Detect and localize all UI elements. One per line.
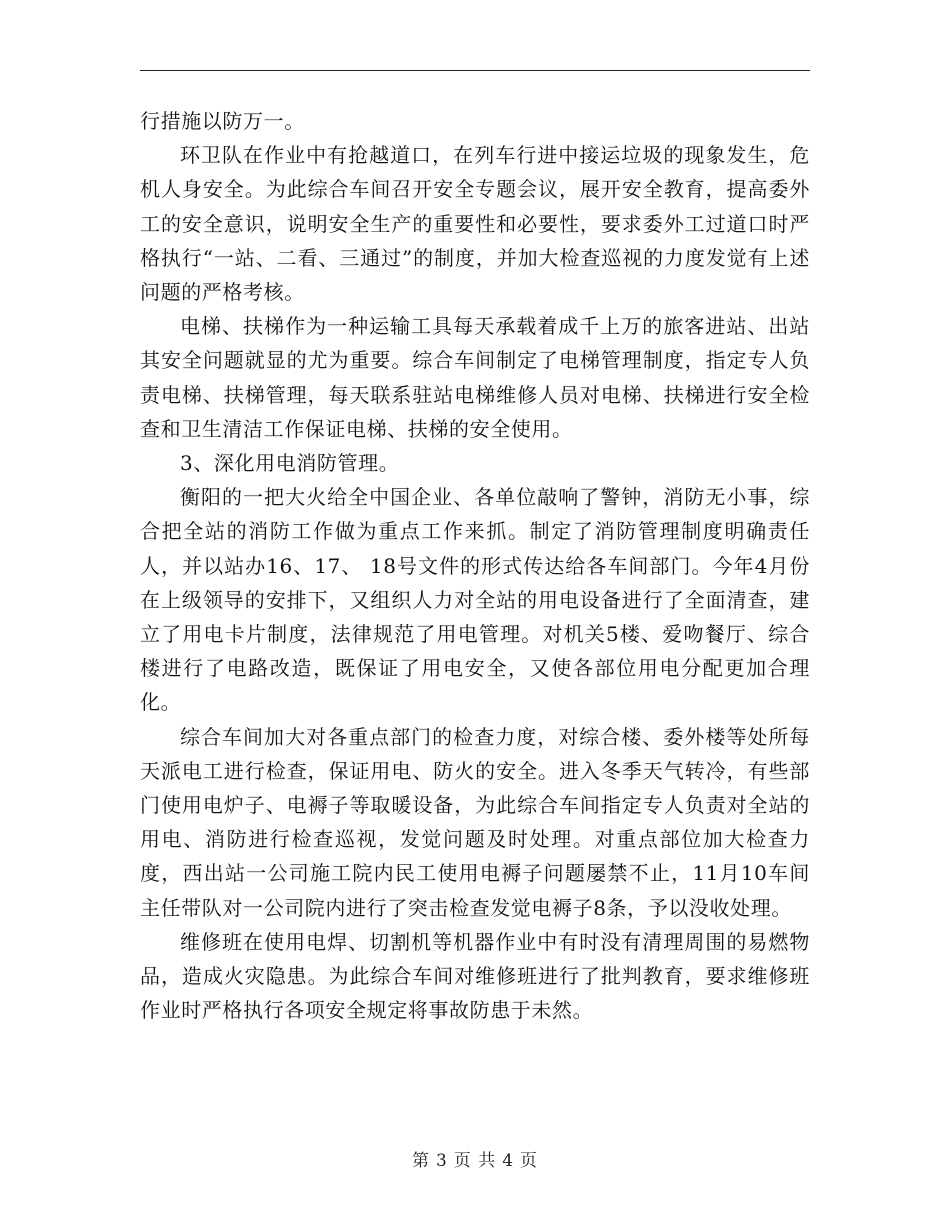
footer-suffix: 页 [520, 1151, 539, 1171]
section-heading-fire-electric: 3、深化用电消防管理。 [180, 451, 400, 476]
footer-prefix: 第 [411, 1151, 430, 1171]
footer-middle: 页 共 [453, 1151, 497, 1171]
paragraph-continuation: 行措施以防万一。 [140, 109, 305, 133]
page-footer [0, 1146, 950, 1171]
header-rule [140, 70, 810, 71]
paragraph-maintenance-team: 维修班在使用电焊、切割机等机器作业中有时没有清理周围的易燃物品，造成火灾隐患。为此综合车间对维修班进行了批判教育，要求维修班作业时严格执行各项安全规定将事故防患于未然。 [140, 929, 810, 1023]
paragraph-elevator-safety: 电梯、扶梯作为一种运输工具每天承载着成千上万的旅客进站、出站其安全问题就显的尤为重要。综合车间制定了电梯管理制度，指定专人负责电梯、扶梯管理，每天联系驻站电梯维修人员对电梯、扶梯进行安全检查和卫生清洁工作保证电梯、扶梯的安全使用。 [140, 314, 810, 441]
document-body [140, 104, 810, 1027]
paragraph-inspection: 综合车间加大对各重点部门的检查力度，对综合楼、委外楼等处所每天派电工进行检查，保证用电、防火的安全。进入冬季天气转冷，有些部门使用电炉子、电褥子等取暖设备，为此综合车间指定专人负责对全站的用电、消防进行检查巡视，发觉问题及时处理。对重点部位加大检查力度，西出站一公司施工院内民工使用电褥子问题屡禁不止，11月10车间主任带队对一公司院内进行了突击检查发觉电褥子8条，予以没收处理。 [140, 724, 810, 920]
paragraph-sanitation-crossing: 环卫队在作业中有抢越道口，在列车行进中接运垃圾的现象发生，危机人身安全。为此综合车间召开安全专题会议，展开安全教育，提高委外工的安全意识，说明安全生产的重要性和必要性，要求委外工过道口时严格执行“一站、二看、三通过”的制度，并加大检查巡视的力度发觉有上述问题的严格考核。 [140, 143, 810, 305]
paragraph-fire-management: 衡阳的一把大火给全中国企业、各单位敲响了警钟，消防无小事，综合把全站的消防工作做为重点工作来抓。制定了消防管理制度明确责任人，并以站办16、17、 18号文件的形式传达给各车间部门。今年4月份在上级领导的安排下，又组织人力对全站的用电设备进行了全面清查，建立了用电卡片制度，法律规范了用电管理。对机关5楼、爱吻餐厅、综合楼进行了电路改造，既保证了用电安全，又使各部位用电分配更加合理化。 [140, 485, 810, 715]
footer-page-total: 4 [502, 1151, 515, 1171]
footer-page-number: 3 [435, 1151, 448, 1171]
